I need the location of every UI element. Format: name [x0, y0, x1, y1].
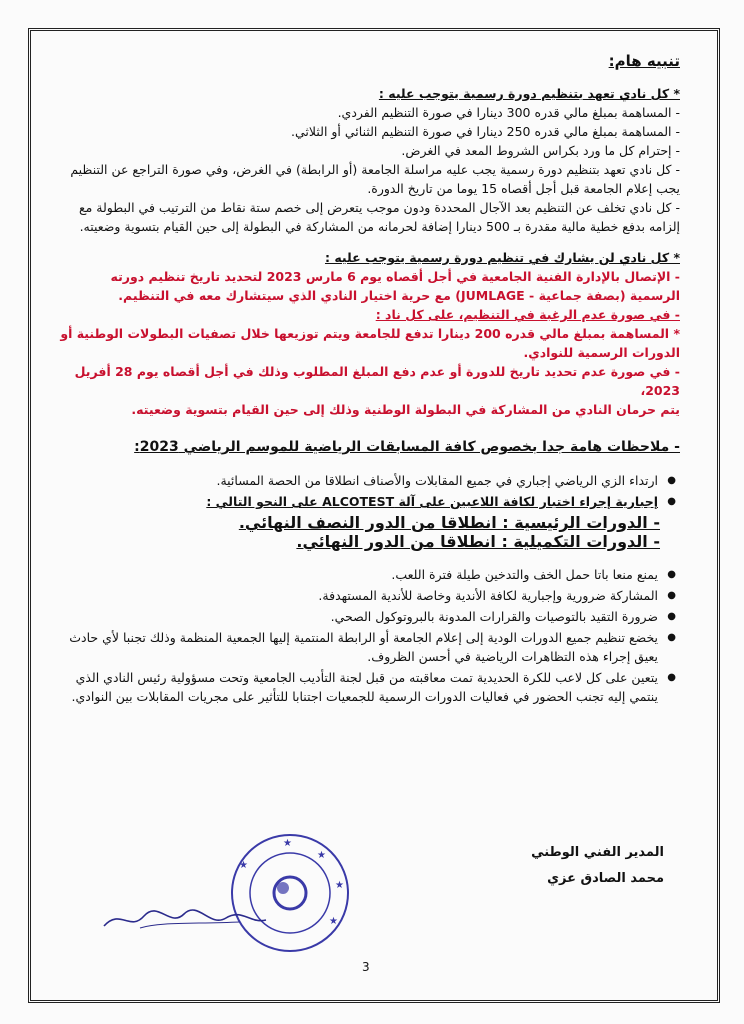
- deprivation-line: يتم حرمان النادي من المشاركة في البطولة الوطنية وذلك إلى حين القيام بتسوية وضعيته.: [131, 402, 680, 417]
- deadline-april-line: - في صورة عدم تحديد تاريخ للدورة أو عدم دفع المبلغ المطلوب وذلك في أجل أقصاه يوم 28 أفريل 2023،: [74, 364, 680, 398]
- alcotest-main-rounds: - الدورات الرئيسية : انطلاقا من الدور النصف النهائي.: [238, 513, 660, 532]
- fee-shared-line: - المساهمة بمبلغ مالي قدره 250 دينارا في صورة التنظيم الثنائي أو الثلاثي.: [291, 124, 680, 139]
- list-item: ● يتعين على كل لاعب للكرة الحديدية تمت معاقبته من قبل لجنة التأديب الجامعية وتحت مسؤولية رئيس النادي الذي ينتمي إليه تجنب الحضور في فعاليات الدورات الرسمية للجمعيات اجتنابا للتأثير على مجريات المقابلات بين النوادي.: [58, 668, 680, 706]
- list-item: ● إجبارية إجراء اختبار لكافة اللاعبين على آلة ALCOTEST على النحو التالي :: [58, 492, 680, 511]
- fee-single-line: - المساهمة بمبلغ مالي قدره 300 دينارا في صورة التنظيم الفردي.: [337, 105, 680, 120]
- list-item: ● ارتداء الزي الرياضي إجباري في جميع المقابلات والأصناف انطلاقا من الحصة المسائية.: [58, 471, 680, 490]
- list-item: ● يمنع منعا باتا حمل الخف والتدخين طيلة فترة اللعب.: [58, 565, 680, 584]
- federation-stamp: [225, 828, 355, 958]
- notes-list-2: [58, 565, 680, 706]
- svg-text:★: ★: [239, 860, 248, 871]
- signatory-role: المدير الفني الوطني: [531, 845, 664, 860]
- organizing-clubs-block: [58, 84, 680, 236]
- svg-text:★: ★: [283, 838, 292, 849]
- specs-compliance-line: - إحترام كل ما ورد بكراس الشروط المعد في الغرض.: [401, 143, 680, 158]
- penalty-line: - كل نادي تخلف عن التنظيم بعد الآجال المحددة ودون موجب يتعرض إلى خصم ستة نقاط من الترتيب في البطولة مع إلزامه بدفع خطية مالية مقدرة بـ 500 دينارا إضافة لحرمانه من المشاركة في البطولة إلى حين القيام بتسوية وضعيته.: [78, 200, 680, 234]
- withdrawal-notice-line: - كل نادي تعهد بتنظيم دورة رسمية يجب عليه مراسلة الجامعة (أو الرابطة) في الغرض، وفي صورة التراجع عن التنظيم يجب إعلام الجامعة قبل أجل أقصاه 15 يوما من تاريخ الدورة.: [70, 162, 680, 196]
- svg-text:★: ★: [317, 850, 326, 861]
- contact-deadline-line: - الإتصال بالإدارة الفنية الجامعية في أجل أقصاه يوم 6 مارس 2023 لتحديد تاريخ تنظيم دورته الرسمية (بصفة جماعية - JUMLAGE) مع حرية اختيار النادي الذي سيتشارك معه في التنظيم.: [110, 269, 680, 303]
- alcotest-complementary-rounds: - الدورات التكميلية : انطلاقا من الدور النهائي.: [296, 532, 660, 551]
- notes-list-1: [58, 471, 680, 511]
- list-item: ● يخضع تنظيم جميع الدورات الودية إلى إعلام الجامعة أو الرابطة المنتمية إليها الجمعية المنظمة وذلك تجنبا لأي حادث يعيق إجراء هذه التظاهرات الرياضية في أحسن الظروف.: [58, 628, 680, 666]
- signature-block: [531, 840, 664, 892]
- no-desire-line: - في صورة عدم الرغبة في التنظيم، على كل ناد :: [375, 307, 680, 322]
- contribution-line: * المساهمة بمبلغ مالي قدره 200 دينارا تدفع للجامعة ويتم توزيعها خلال تصفيات البطولات الوطنية أو الدورات الرسمية للنوادي.: [60, 326, 680, 360]
- important-notes-heading: - ملاحظات هامة جدا بخصوص كافة المسابقات الرياضية للموسم الرياضي 2023:: [134, 439, 680, 455]
- non-organizing-heading: * كل نادي لن يشارك في تنظيم دورة رسمية يتوجب عليه :: [324, 250, 680, 265]
- svg-text:★: ★: [335, 880, 344, 891]
- list-item: ● المشاركة ضرورية وإجبارية لكافة الأندية وخاصة للأندية المستهدفة.: [58, 586, 680, 605]
- document-body: [58, 52, 680, 708]
- handwritten-signature: [100, 898, 270, 938]
- svg-text:★: ★: [329, 916, 338, 927]
- list-item: ● ضرورة التقيد بالتوصيات والقرارات المدونة بالبروتوكول الصحي.: [58, 607, 680, 626]
- page-number: 3: [362, 960, 370, 974]
- non-organizing-clubs-block: [58, 248, 680, 419]
- organizing-clubs-heading: * كل نادي تعهد بتنظيم دورة رسمية يتوجب عليه :: [378, 86, 680, 101]
- notice-title: تنبيه هام:: [608, 52, 680, 70]
- signatory-name: محمد الصادق عزي: [547, 871, 664, 886]
